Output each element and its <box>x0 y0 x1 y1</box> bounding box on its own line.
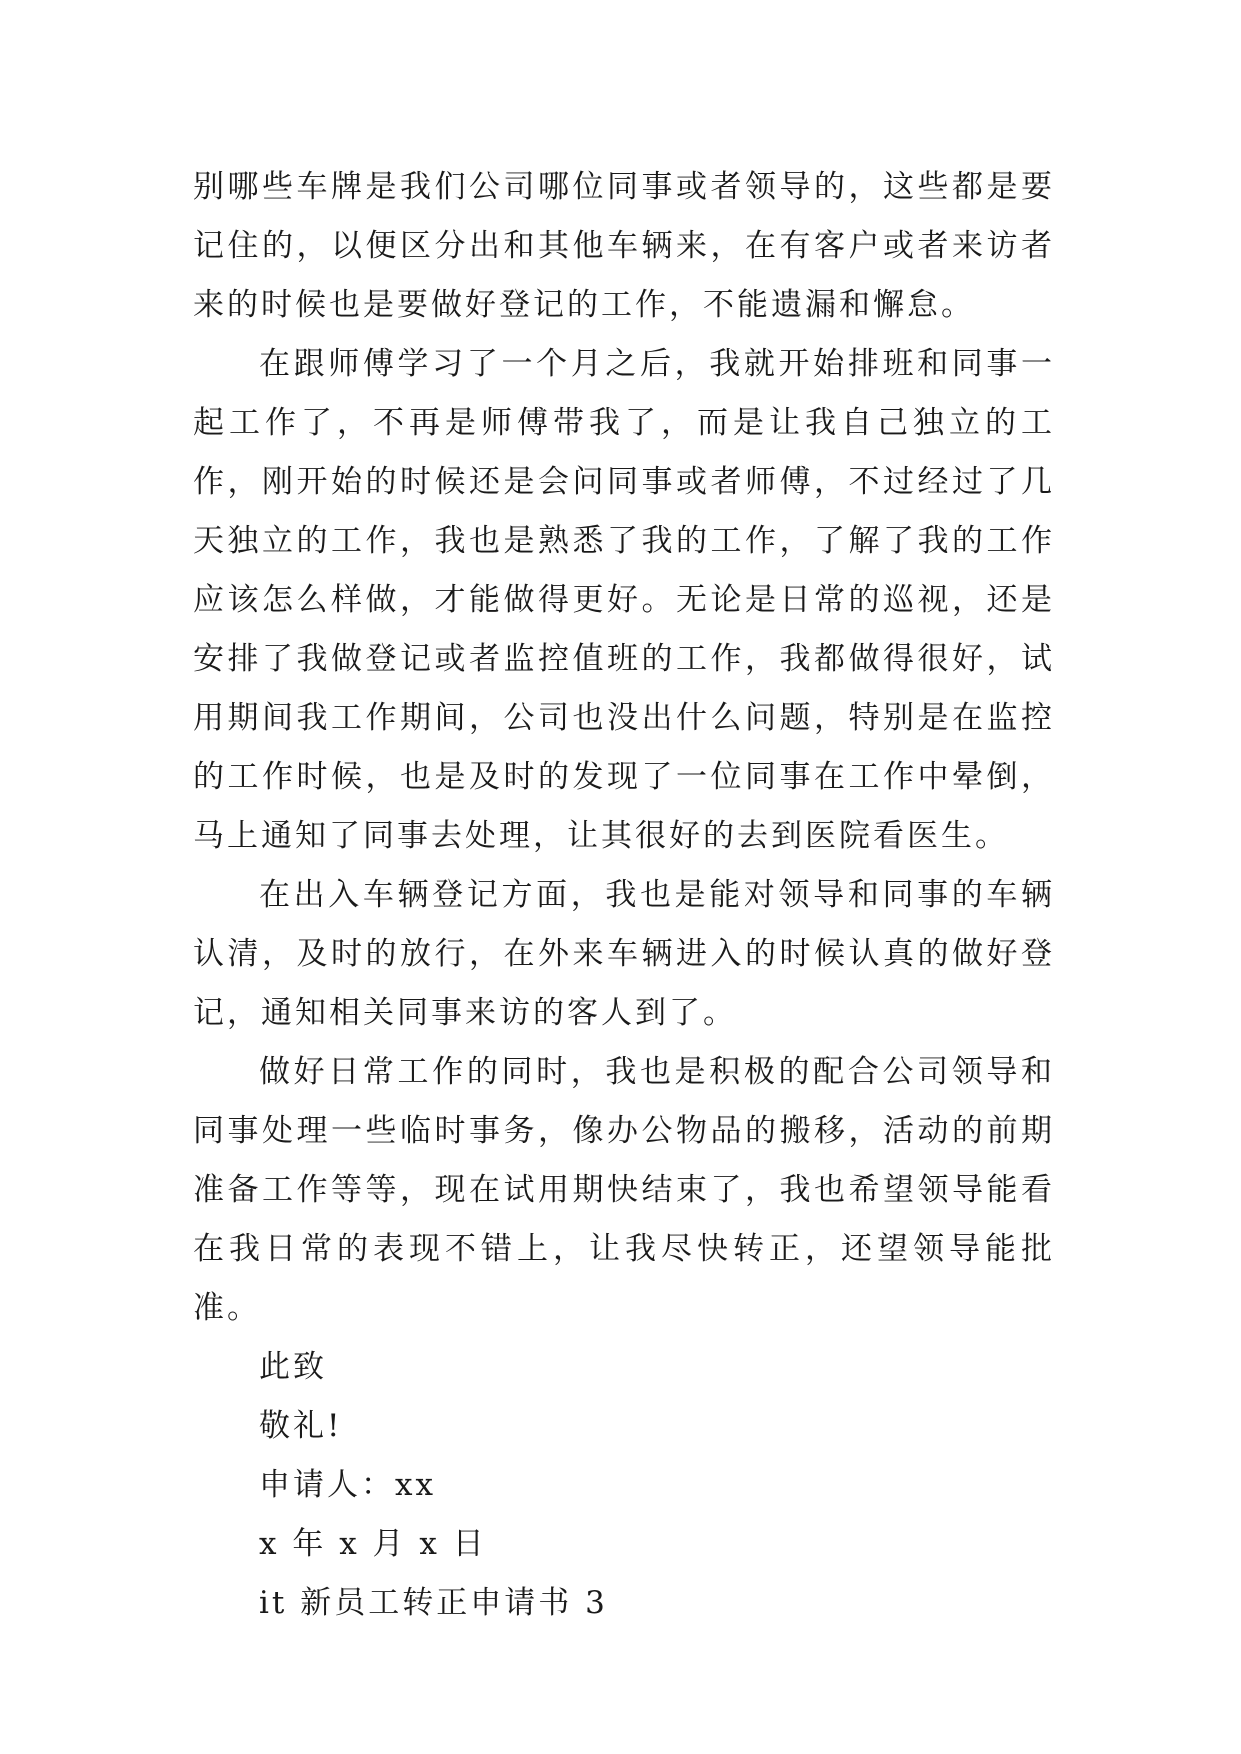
regards: 敬礼! <box>259 1408 343 1444</box>
date-line: x 年 x 月 x 日 <box>259 1526 487 1562</box>
paragraph-continued: 别哪些车牌是我们公司哪位同事或者领导的，这些都是要记住的，以便区分出和其他车辆来，在有客户或者来访者来的时候也是要做好登记的工作，不能遗漏和懈怠。 <box>193 169 1055 323</box>
letter-body <box>193 158 1055 1633</box>
applicant-line: 申请人：xx <box>259 1467 436 1503</box>
salutation: 此致 <box>259 1349 327 1385</box>
paragraph-vehicle-registration: 在出入车辆登记方面，我也是能对领导和同事的车辆认清，及时的放行，在外来车辆进入的时候认真的做好登记，通知相关同事来访的客人到了。 <box>193 877 1055 1031</box>
next-section-title: it 新员工转正申请书 3 <box>259 1585 608 1621</box>
paragraph-independent-work: 在跟师傅学习了一个月之后，我就开始排班和同事一起工作了，不再是师傅带我了，而是让我自己独立的工作，刚开始的时候还是会问同事或者师傅，不过经过了几天独立的工作，我也是熟悉了我的工作，了解了我的工作应该怎么样做，才能做得更好。无论是日常的巡视，还是安排了我做登记或者监控值班的工作，我都做得很好，试用期间我工作期间，公司也没出什么问题，特别是在监控的工作时候，也是及时的发现了一位同事在工作中晕倒，马上通知了同事去处理，让其很好的去到医院看医生。 <box>193 346 1055 854</box>
paragraph-daily-work: 做好日常工作的同时，我也是积极的配合公司领导和同事处理一些临时事务，像办公物品的搬移，活动的前期准备工作等等，现在试用期快结束了，我也希望领导能看在我日常的表现不错上，让我尽快转正，还望领导能批准。 <box>193 1054 1055 1326</box>
